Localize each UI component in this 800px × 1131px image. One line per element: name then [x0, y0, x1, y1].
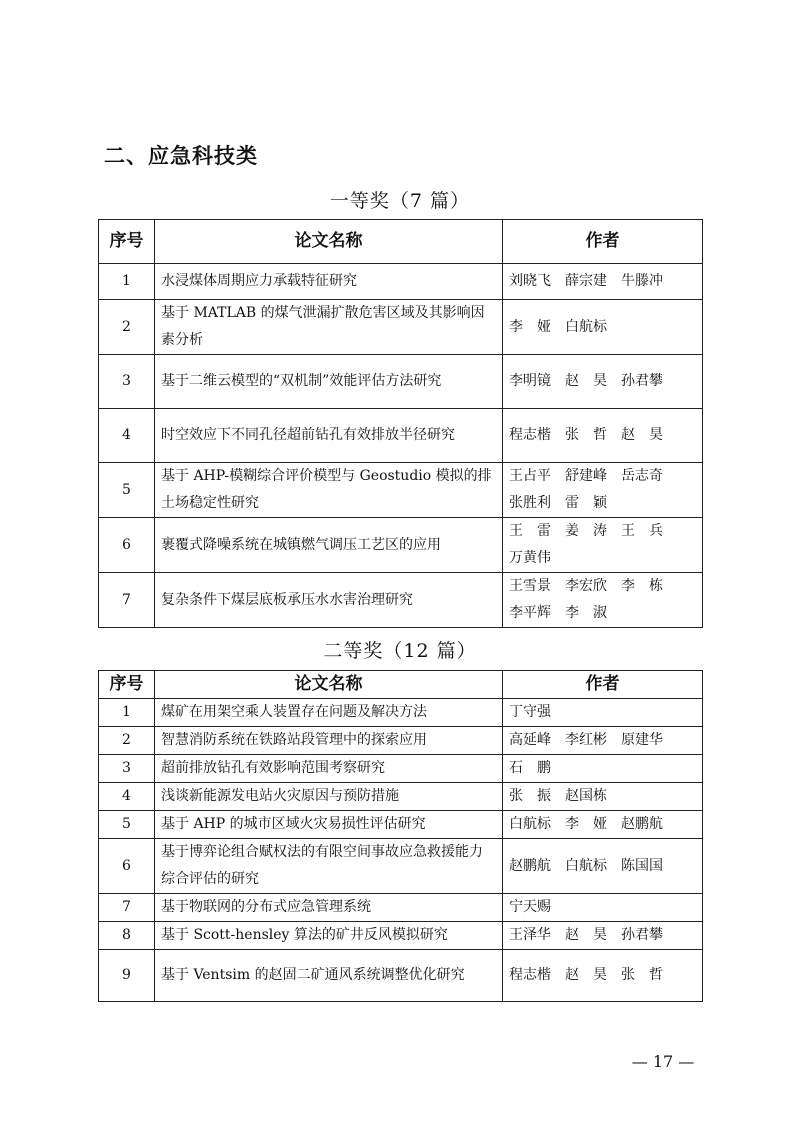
table-row: [99, 922, 703, 950]
paper-title: 基于 AHP 的城市区域火灾易损性评估研究: [155, 811, 503, 839]
paper-title: 基于 Scott-hensley 算法的矿井反风模拟研究: [155, 922, 503, 950]
row-number: 6: [99, 839, 155, 894]
paper-title: 超前排放钻孔有效影响范围考察研究: [155, 755, 503, 783]
table-row: [99, 699, 703, 727]
author-line: 王泽华 赵 昊 孙君攀: [509, 927, 663, 943]
paper-authors: [503, 518, 703, 573]
second-prize-caption: 二等奖（12 篇）: [323, 640, 477, 662]
author-line: 王 雷 姜 涛 王 兵: [509, 523, 663, 539]
paper-authors: [503, 755, 703, 783]
paper-authors: [503, 463, 703, 518]
first-prize-table: [98, 219, 703, 628]
paper-authors: [503, 727, 703, 755]
paper-title: 裹覆式降噪系统在城镇燃气调压工艺区的应用: [155, 518, 503, 573]
paper-title: 基于物联网的分布式应急管理系统: [155, 894, 503, 922]
author-line: 张胜利 雷 颖: [509, 495, 607, 511]
author-line: 万黄伟: [509, 550, 551, 566]
row-number: 7: [99, 573, 155, 628]
header-title: 论文名称: [155, 220, 503, 264]
author-line: 李明镜 赵 昊 孙君攀: [509, 373, 663, 389]
paper-title: 基于博弈论组合赋权法的有限空间事故应急救援能力综合评估的研究: [155, 839, 503, 894]
paper-title: 基于 MATLAB 的煤气泄漏扩散危害区域及其影响因素分析: [155, 300, 503, 355]
paper-title: 智慧消防系统在铁路站段管理中的探索应用: [155, 727, 503, 755]
second-prize-table: [98, 670, 703, 1002]
row-number: 4: [99, 783, 155, 811]
paper-title: 时空效应下不同孔径超前钻孔有效排放半径研究: [155, 409, 503, 463]
paper-authors: [503, 300, 703, 355]
paper-authors: [503, 950, 703, 1002]
table-row: [99, 727, 703, 755]
row-number: 6: [99, 518, 155, 573]
paper-authors: [503, 699, 703, 727]
table-row: [99, 783, 703, 811]
author-line: 高延峰 李红彬 原建华: [509, 732, 663, 748]
author-line: 赵鹏航 白航标 陈国国: [509, 857, 663, 874]
paper-authors: [503, 922, 703, 950]
author-line: 宁天赐: [509, 899, 551, 915]
row-number: 5: [99, 463, 155, 518]
table-row: [99, 573, 703, 628]
paper-authors: [503, 783, 703, 811]
page-number: — 17 —: [631, 1052, 695, 1071]
table-header-row: [99, 220, 703, 264]
author-line: 程志楷 赵 昊 张 哲: [509, 967, 663, 983]
row-number: 4: [99, 409, 155, 463]
table-row: [99, 264, 703, 300]
author-line: 王雪景 李宏欣 李 栋: [509, 578, 663, 594]
paper-title: 基于 AHP-模糊综合评价模型与 Geostudio 模拟的排土场稳定性研究: [155, 463, 503, 518]
paper-authors: [503, 355, 703, 409]
row-number: 8: [99, 922, 155, 950]
row-number: 1: [99, 699, 155, 727]
row-number: 9: [99, 950, 155, 1002]
table-row: [99, 839, 703, 894]
paper-title: 基于二维云模型的“双机制”效能评估方法研究: [155, 355, 503, 409]
header-title: 论文名称: [155, 671, 503, 699]
row-number: 2: [99, 727, 155, 755]
author-line: 程志楷 张 哲 赵 昊: [509, 427, 663, 443]
paper-authors: [503, 573, 703, 628]
section-heading: 二、应急科技类: [104, 144, 258, 168]
paper-authors: [503, 409, 703, 463]
author-line: 李平辉 李 淑: [509, 605, 607, 621]
table-row: [99, 755, 703, 783]
author-line: 刘晓飞 薛宗建 牛滕冲: [509, 273, 663, 289]
author-line: 白航标 李 娅 赵鹏航: [509, 816, 663, 832]
paper-title: 水浸煤体周期应力承载特征研究: [155, 264, 503, 300]
table-row: [99, 518, 703, 573]
header-no: 序号: [99, 671, 155, 699]
row-number: 2: [99, 300, 155, 355]
row-number: 3: [99, 355, 155, 409]
author-line: 王占平 舒建峰 岳志奇: [509, 468, 663, 484]
table-row: [99, 355, 703, 409]
author-line: 张 振 赵国栋: [509, 788, 607, 804]
table-row: [99, 811, 703, 839]
paper-title: 复杂条件下煤层底板承压水水害治理研究: [155, 573, 503, 628]
paper-title: 基于 Ventsim 的赵固二矿通风系统调整优化研究: [155, 950, 503, 1002]
paper-authors: [503, 811, 703, 839]
header-authors: 作者: [503, 220, 703, 264]
paper-title: 煤矿在用架空乘人装置存在问题及解决方法: [155, 699, 503, 727]
author-line: 李 娅 白航标: [509, 318, 607, 335]
first-prize-caption: 一等奖（7 篇）: [329, 190, 471, 212]
author-line: 丁守强: [509, 704, 551, 720]
row-number: 1: [99, 264, 155, 300]
row-number: 3: [99, 755, 155, 783]
row-number: 5: [99, 811, 155, 839]
paper-authors: [503, 839, 703, 894]
table-header-row: [99, 671, 703, 699]
table-row: [99, 894, 703, 922]
header-no: 序号: [99, 220, 155, 264]
table-row: [99, 463, 703, 518]
table-row: [99, 409, 703, 463]
row-number: 7: [99, 894, 155, 922]
paper-authors: [503, 894, 703, 922]
header-authors: 作者: [503, 671, 703, 699]
table-row: [99, 950, 703, 1002]
paper-authors: [503, 264, 703, 300]
paper-title: 浅谈新能源发电站火灾原因与预防措施: [155, 783, 503, 811]
table-row: [99, 300, 703, 355]
author-line: 石 鹏: [509, 760, 551, 776]
